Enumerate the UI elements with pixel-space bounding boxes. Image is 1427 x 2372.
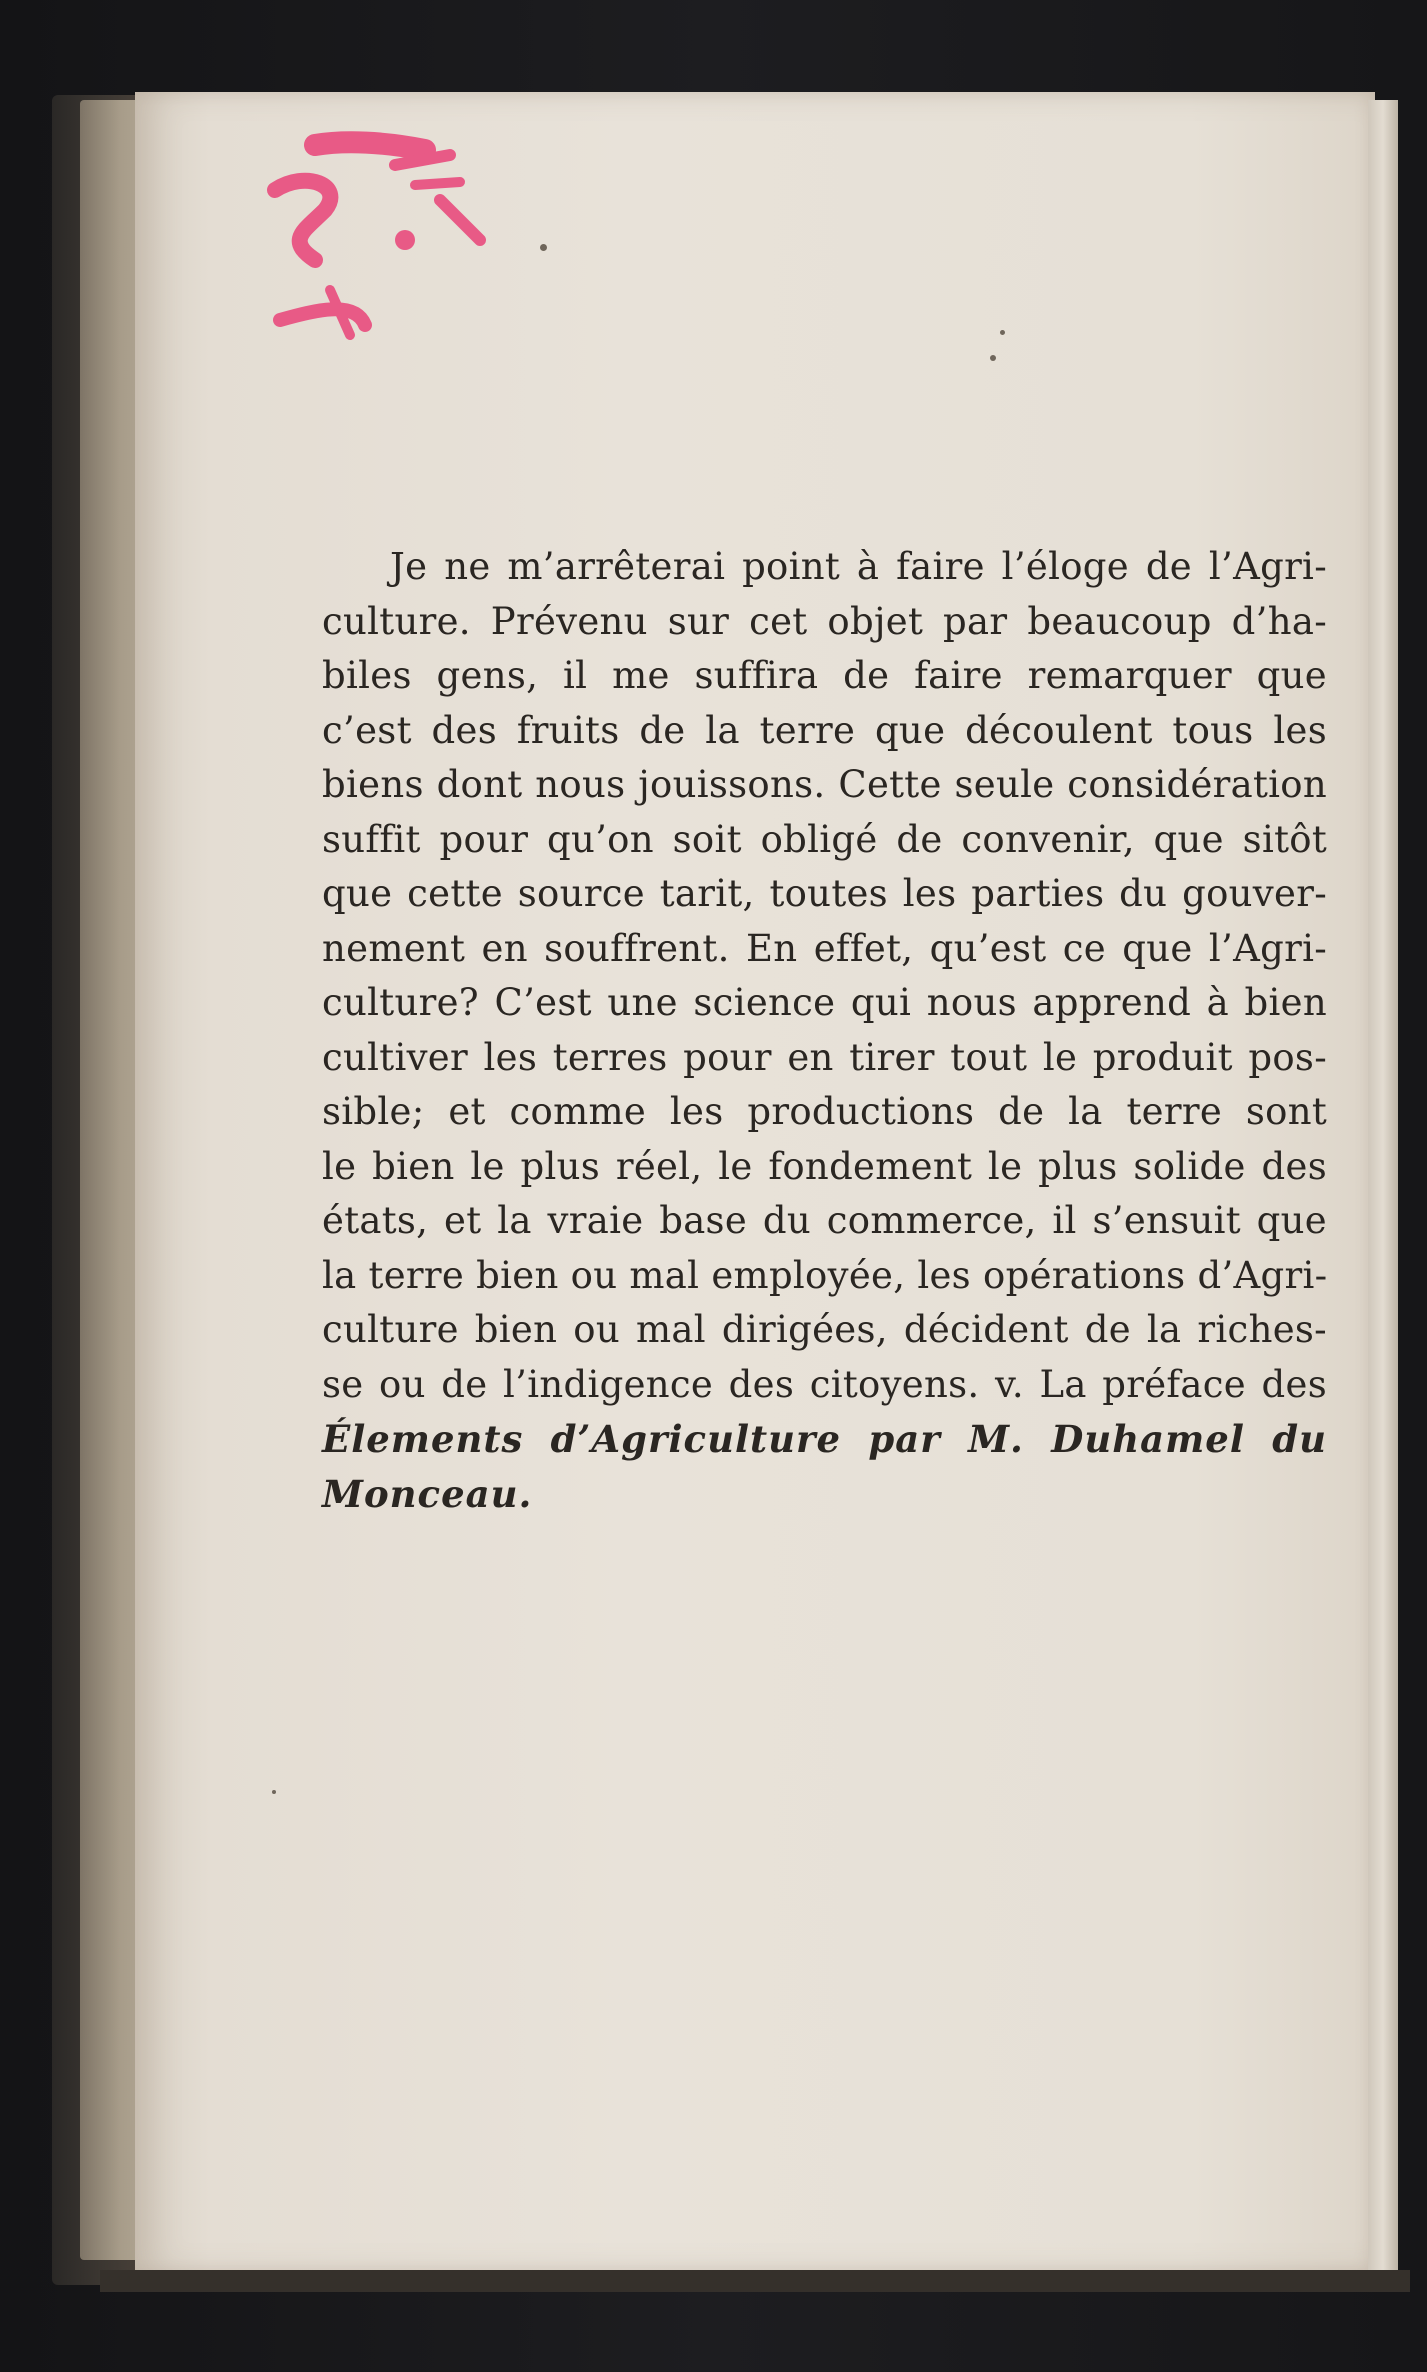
paper-speck — [272, 1790, 276, 1794]
pink-shelfmark-stamp — [255, 130, 505, 350]
paragraph-line: biens dont nous jouissons. Cette seule considération — [322, 763, 1327, 806]
paragraph-line: que cette source tarit, toutes les parties du gouver- — [322, 872, 1327, 915]
paper-speck — [540, 244, 547, 251]
paper-speck — [1000, 330, 1005, 335]
page-fore-edge — [1368, 100, 1398, 2275]
paragraph-line: états, et la vraie base du commerce, il s’ensuit que — [322, 1199, 1327, 1242]
paper-speck — [990, 355, 996, 361]
paragraph-line: suffit pour qu’on soit obligé de convenir, que sitôt — [322, 817, 1327, 861]
paragraph-line: la terre bien ou mal employée, les opérations d’Agri- — [322, 1253, 1328, 1297]
body-paragraph — [322, 540, 1327, 1521]
paragraph-line: Je ne m’arrêterai point à faire l’éloge de l’Agri- — [390, 545, 1327, 588]
paragraph-line: sible; et comme les productions de la terre sont — [322, 1090, 1327, 1133]
paragraph-line: c’est des fruits de la terre que découlent tous les — [322, 708, 1327, 752]
paragraph-line: le bien le plus réel, le fondement le plus solide des — [322, 1144, 1327, 1188]
paragraph-line: biles gens, il me suffira de faire remarquer que — [322, 654, 1327, 697]
paragraph-line: nement en souffrent. En effet, qu’est ce que l’Agri- — [322, 926, 1327, 970]
paragraph-line: cultiver les terres pour en tirer tout le produit pos- — [322, 1035, 1327, 1079]
citation-line: Monceau. — [322, 1471, 533, 1516]
paragraph-line: culture? C’est une science qui nous apprend à bien — [322, 981, 1327, 1024]
paragraph-line: culture bien ou mal dirigées, décident de la riches- — [322, 1308, 1327, 1351]
book-bottom-edge — [100, 2270, 1410, 2292]
paragraph-line: culture. Prévenu sur cet objet par beaucoup d’ha- — [322, 599, 1327, 643]
paragraph-line: se ou de l’indigence des citoyens. v. La préface des — [322, 1362, 1327, 1406]
citation-line: Élements d’Agriculture par M. Duhamel du — [322, 1417, 1327, 1461]
